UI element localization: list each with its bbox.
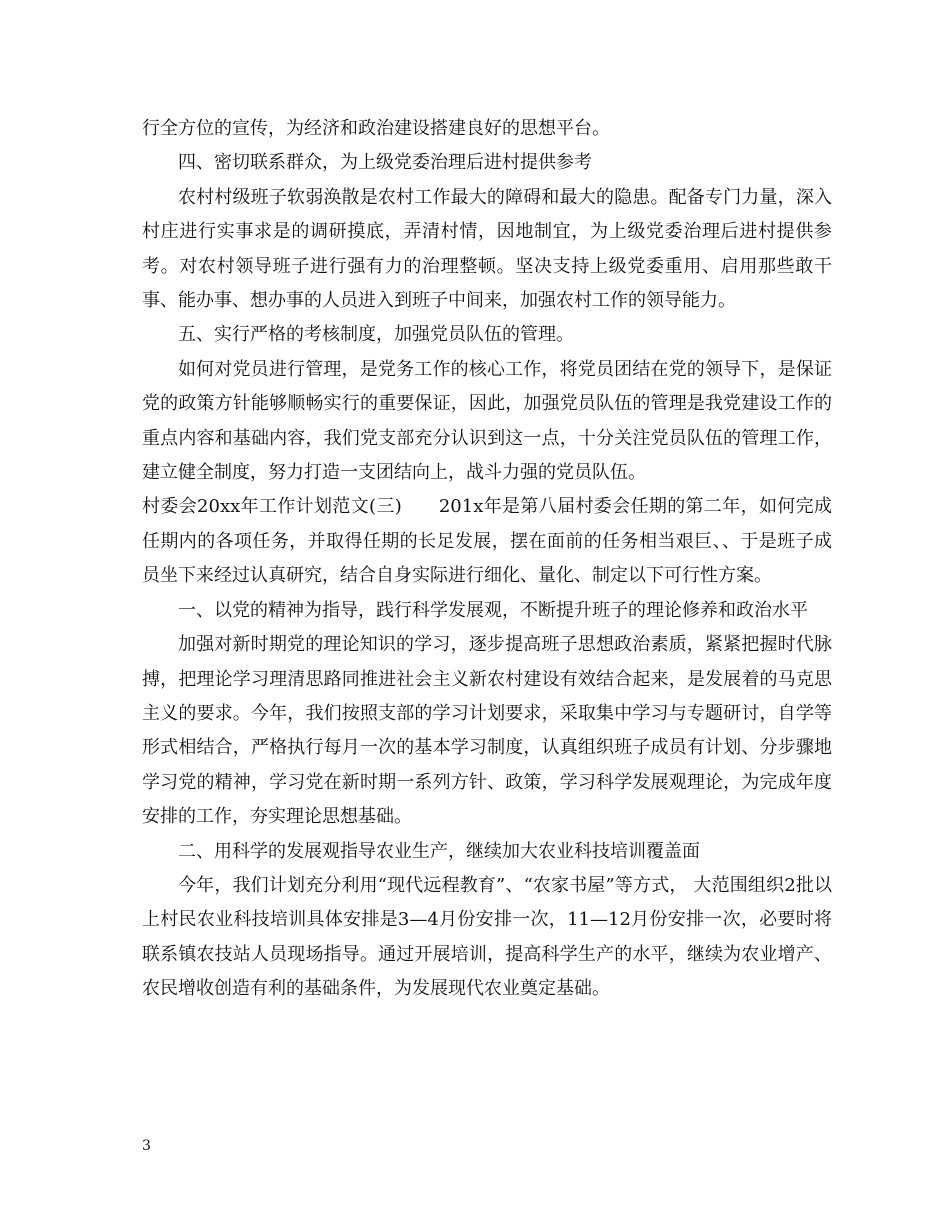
paragraph-8: 加强对新时期党的理论知识的学习，逐步提高班子思想政治素质，紧紧把握时代脉搏，把理论学习理清思路同推进社会主义新农村建设有效结合起来，是发展着的马克思主义的要求。今年，我们按照支部的学习计划要求，采取集中学习与专题研讨，自学等形式相结合，严格执行每月一次的基本学习制度，认真组织班子成员有计划、分步骤地学习党的精神，学习党在新时期一系列方针、政策，学习科学发展观理论，为完成年度安排的工作，夯实理论思想基础。 [142,634,832,828]
paragraph-5: 如何对党员进行管理，是党务工作的核心工作，将党员团结在党的领导下，是保证党的政策方针能够顺畅实行的重要保证，因此，加强党员队伍的管理是我党建设工作的重点内容和基础内容，我们党支部充分认识到这一点，十分关注党员队伍的管理工作，建立健全制度，努力打造一支团结向上，战斗力强的党员队伍。 [142,358,832,484]
section-heading-1: 一、以党的精神为指导，践行科学发展观，不断提升班子的理论修养和政治水平 [178,599,808,621]
paragraph-1: 行全方位的宣传，为经济和政治建设搭建良好的思想平台。 [142,118,610,139]
document-body [142,112,832,1007]
page-number: 3 [142,1138,151,1154]
paragraph-3: 农村村级班子软弱涣散是农村工作最大的障碍和最大的隐患。配备专门力量，深入村庄进行实事求是的调研摸底，弄清村情，因地制宜，为上级党委治理后进村提供参考。对农村领导班子进行强有力的治理整顿。坚决支持上级党委重用、启用那些敢干事、能办事、想办事的人员进入到班子中间来，加强农村工作的领导能力。 [142,186,832,312]
section-heading-4: 四、密切联系群众，为上级党委治理后进村提供参考 [178,152,592,174]
paragraph-10: 今年，我们计划充分利用“现代远程教育”、“农家书屋”等方式， 大范围组织2批以上村民农业科技培训具体安排是3—4月份安排一次，11—12月份安排一次，必要时将联系镇农技站人员现场指导。通过开展培训，提高科学生产的水平，继续为农业增产、农民增收创造有利的基础条件，为发展现代农业奠定基础。 [142,874,832,1000]
section-heading-5: 五、实行严格的考核制度，加强党员队伍的管理。 [178,324,574,346]
paragraph-6: 村委会20xx年工作计划范文(三) 201x年是第八届村委会任期的第二年，如何完成任期内的各项任务，并取得任期的长足发展，摆在面前的任务相当艰巨、、于是班子成员坐下来经过认真研究，结合自身实际进行细化、量化、制定以下可行性方案。 [142,496,832,587]
section-heading-2: 二、用科学的发展观指导农业生产，继续加大农业科技培训覆盖面 [178,840,700,862]
